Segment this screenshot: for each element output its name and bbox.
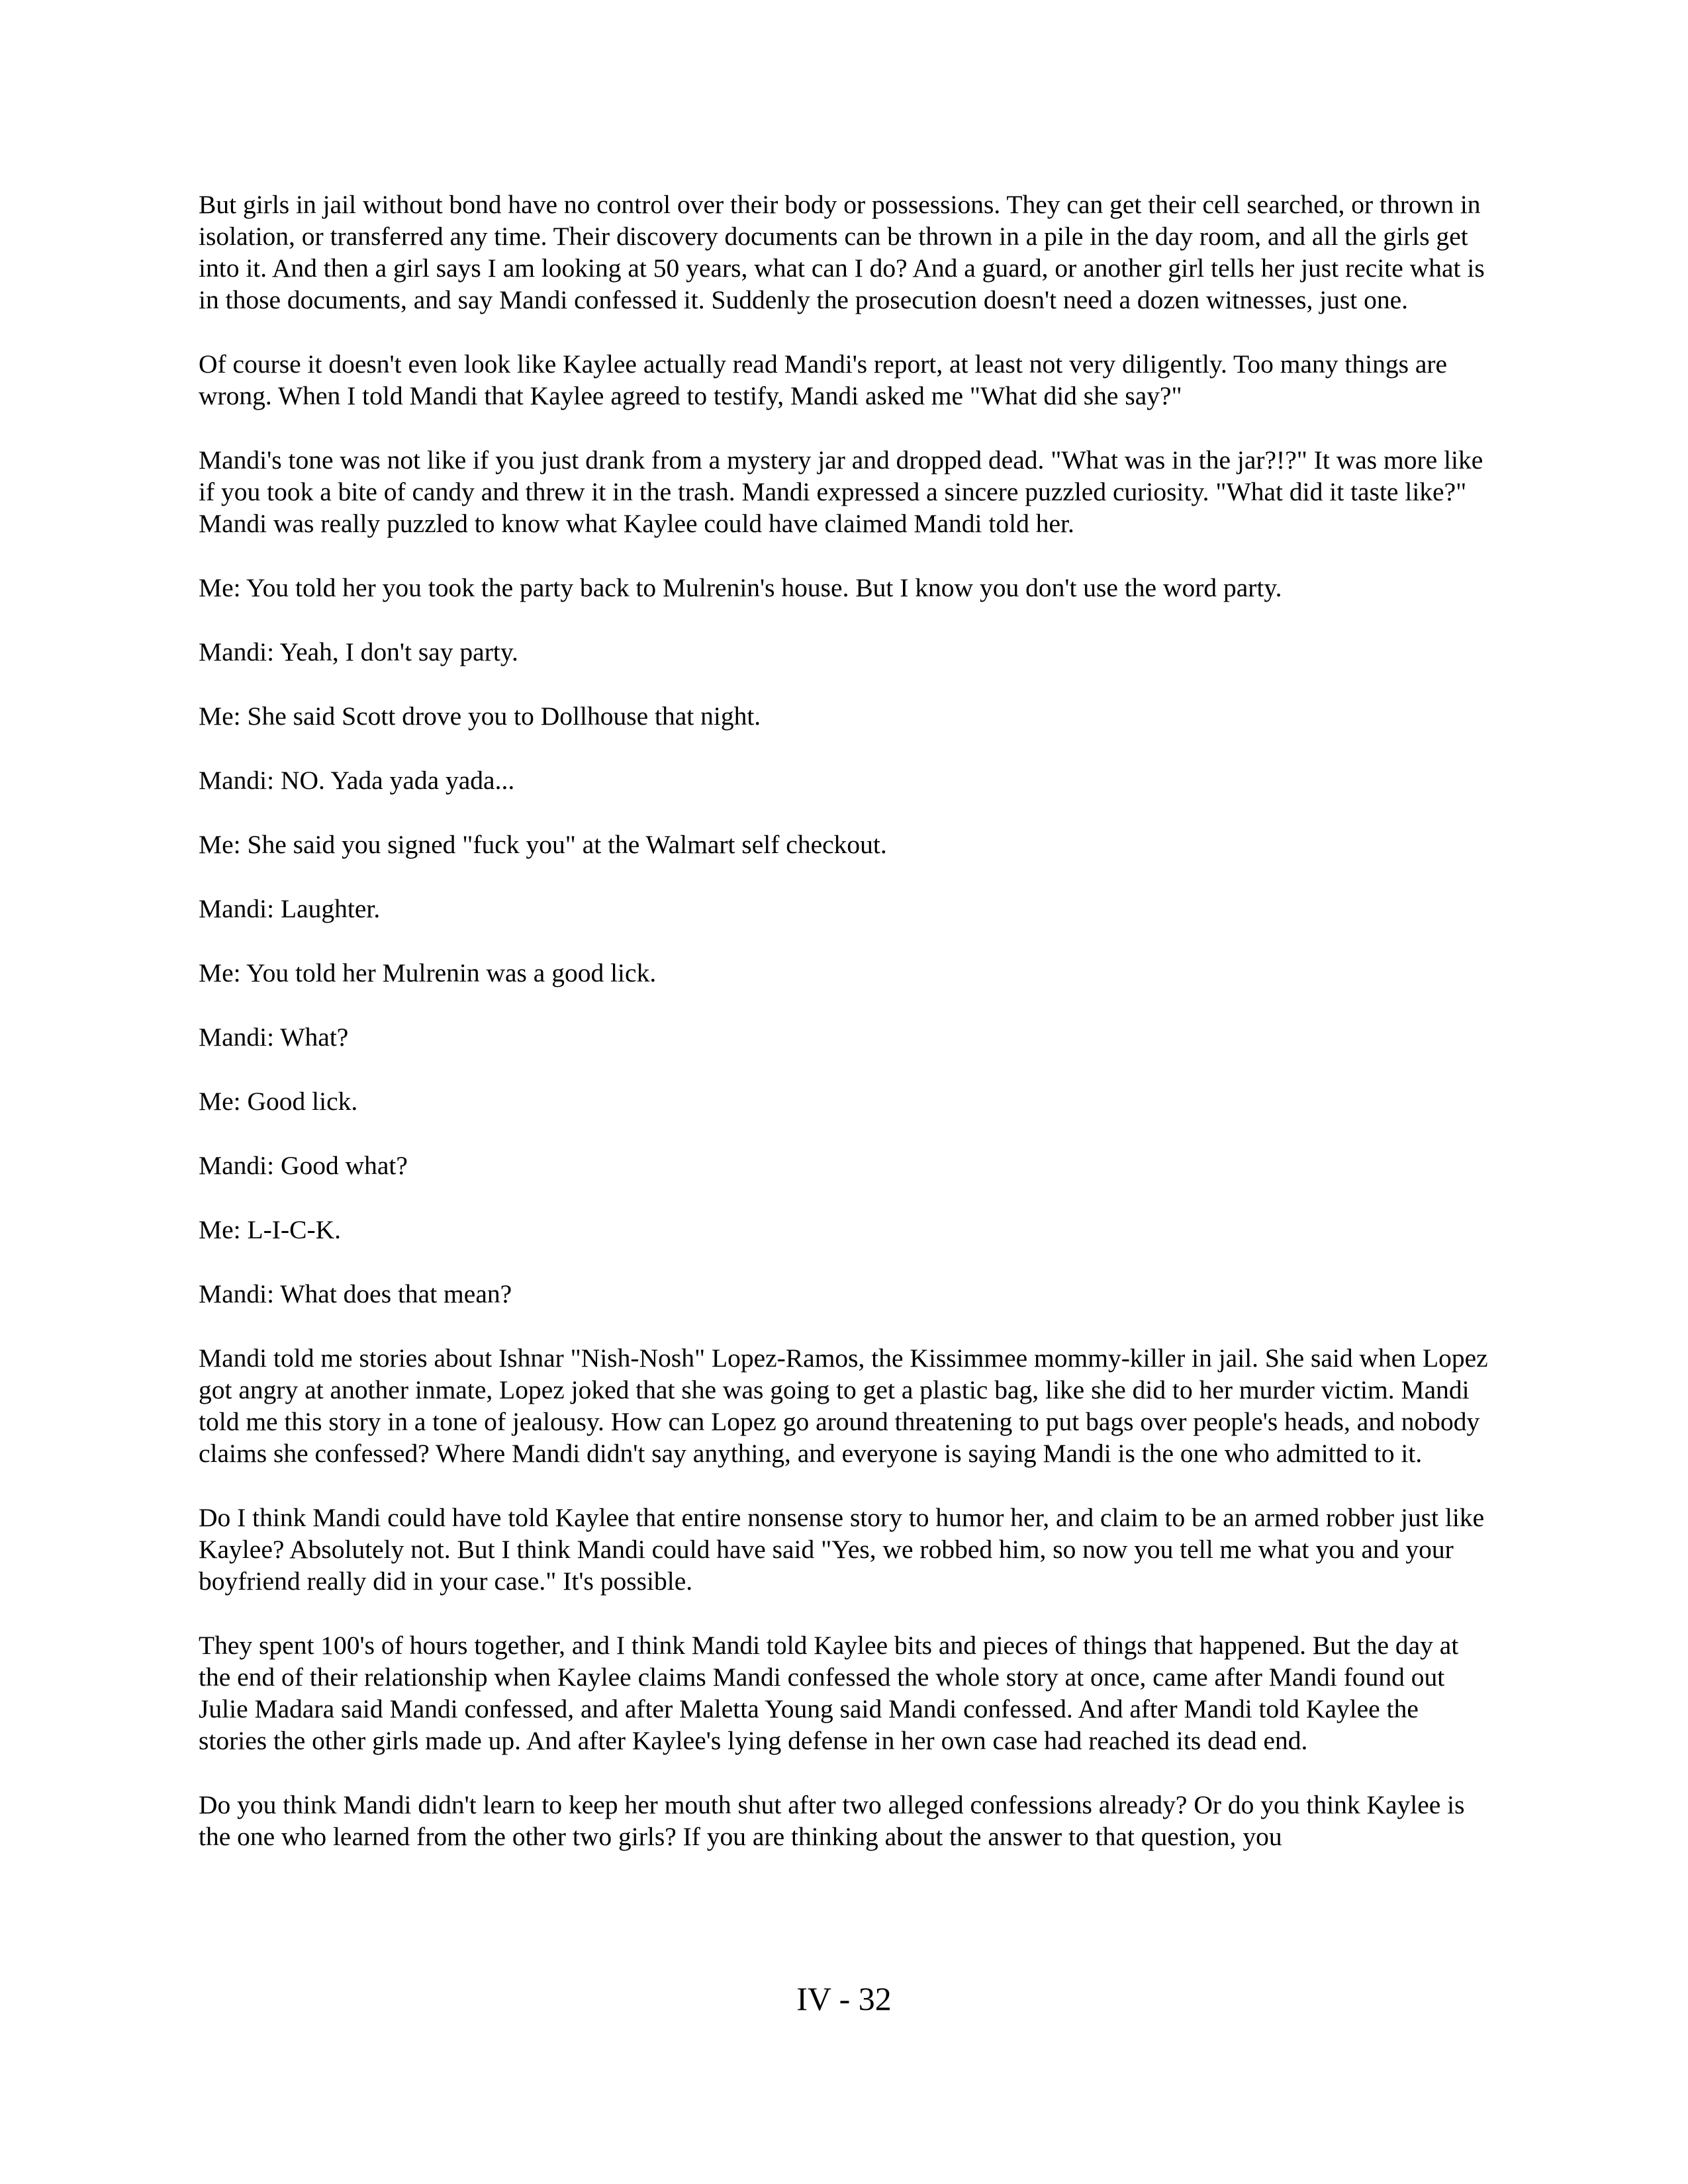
- dialogue-line: Me: You told her you took the party back to Mulrenin's house. But I know you don't use the word party.: [199, 573, 1282, 602]
- dialogue-line: Mandi: Good what?: [199, 1151, 408, 1180]
- dialogue-line: Me: Good lick.: [199, 1087, 358, 1116]
- paragraph-kaylee-report: Of course it doesn't even look like Kaylee actually read Mandi's report, at least not very diligently. Too many things are wrong. When I told Mandi that Kaylee agreed to testify, Mandi asked me "What did she say?": [199, 349, 1448, 410]
- dialogue-line: Me: You told her Mulrenin was a good lick.: [199, 958, 657, 987]
- dialogue-line: Me: L-I-C-K.: [199, 1215, 341, 1244]
- paragraph-mandi-tone: Mandi's tone was not like if you just drank from a mystery jar and dropped dead. "What was in the jar?!?" It was more like if you took a bite of candy and threw it in the trash. Mandi expressed a sincere puzzled curiosity. "What did it taste like?" Mandi was really puzzled to know what Kaylee could have claimed Mandi told her.: [199, 445, 1483, 538]
- paragraph-bond-control: But girls in jail without bond have no control over their body or possessions. They can get their cell searched, or thrown in isolation, or transferred any time. Their discovery documents can be thrown in a pile in the day room, and all the girls get into it. And then a girl says I am looking at 50 years, what can I do? And a guard, or another girl tells her just recite what is in those documents, and say Mandi confessed it. Suddenly the prosecution doesn't need a dozen witnesses, just one.: [199, 190, 1485, 314]
- page-number: IV - 32: [796, 1980, 892, 2017]
- dialogue-line: Mandi: What does that mean?: [199, 1279, 512, 1308]
- dialogue-line: Mandi: Yeah, I don't say party.: [199, 637, 518, 666]
- dialogue-line: Me: She said you signed "fuck you" at the Walmart self checkout.: [199, 830, 887, 859]
- paragraph-lopez-stories: Mandi told me stories about Ishnar "Nish-Nosh" Lopez-Ramos, the Kissimmee mommy-killer in jail. She said when Lopez got angry at another inmate, Lopez joked that she was going to get a plastic bag, like she did to her murder victim. Mandi told me this story in a tone of jealousy. How can Lopez go around threatening to put bags over people's heads, and nobody claims she confessed? Where Mandi didn't say anything, and everyone is saying Mandi is the one who admitted to it.: [199, 1343, 1488, 1468]
- paragraph-alleged-confessions: Do you think Mandi didn't learn to keep her mouth shut after two alleged confessions already? Or do you think Kaylee is the one who learned from the other two girls? If you are thinking about the answer to that question, you: [199, 1790, 1465, 1851]
- document-body: [199, 189, 1493, 1852]
- dialogue-line: Mandi: NO. Yada yada yada...: [199, 766, 515, 795]
- dialogue-line: Mandi: Laughter.: [199, 894, 381, 923]
- paragraph-hours-together: They spent 100's of hours together, and I think Mandi told Kaylee bits and pieces of things that happened. But the day at the end of their relationship when Kaylee claims Mandi confessed the whole story at once, came after Mandi found out Julie Madara said Mandi confessed, and after Maletta Young said Mandi confessed. And after Mandi told Kaylee the stories the other girls made up. And after Kaylee's lying defense in her own case had reached its dead end.: [199, 1631, 1459, 1755]
- dialogue-line: Mandi: What?: [199, 1023, 349, 1052]
- paragraph-nonsense-story: Do I think Mandi could have told Kaylee that entire nonsense story to humor her, and claim to be an armed robber just like Kaylee? Absolutely not. But I think Mandi could have said "Yes, we robbed him, so now you tell me what you and your boyfriend really did in your case." It's possible.: [199, 1503, 1485, 1596]
- dialogue-line: Me: She said Scott drove you to Dollhouse that night.: [199, 702, 761, 731]
